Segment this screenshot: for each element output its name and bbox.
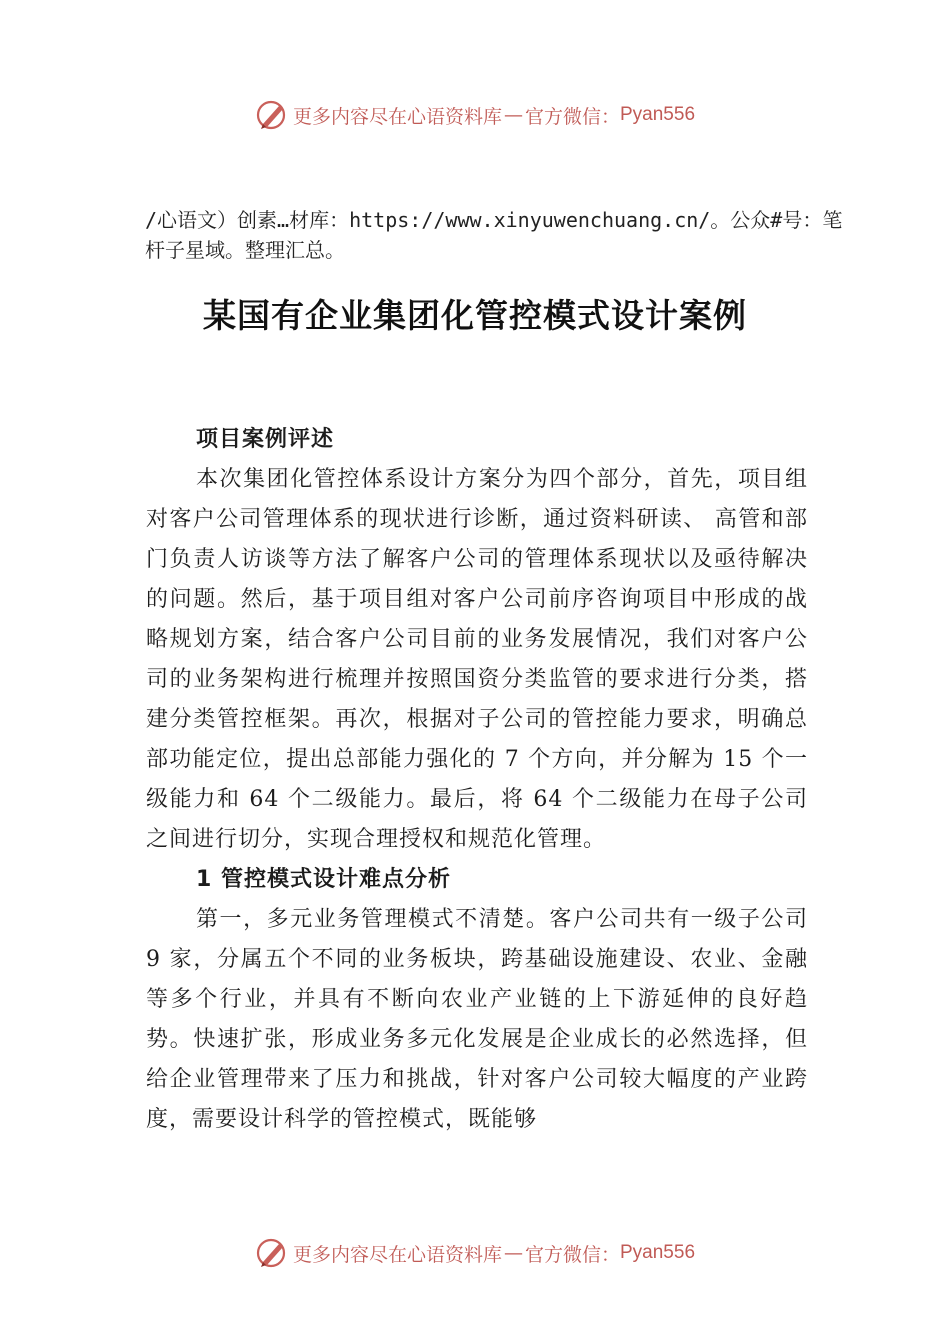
source-note: /心语文）创素…材库：https://www.xinyuwenchuang.cn/。公众#号：笔杆子星域。整理汇总。	[145, 208, 843, 262]
header-watermark-banner	[0, 95, 950, 135]
section-review-paragraph: 本次集团化管控体系设计方案分为四个部分，首先，项目组对客户公司管理体系的现状进行诊断，通过资料研读、 高管和部门负责人访谈等方法了解客户公司的管理体系现状以及亟待解决的问题。然后，基于项目组对客户公司前序咨询项目中形成的战略规划方案，结合客户公司目前的业务发展情况，我们对客户公司的业务架构进行梳理并按照国资分类监管的要求进行分类，搭建分类管控框架。再次，根据对子公司的管控能力要求，明确总部功能定位，提出总部能力强化的 7 个方向，并分解为 15 个一级能力和 64 个二级能力。最后，将 64 个二级能力在母子公司之间进行切分，实现合理授权和规范化管理。	[146, 467, 808, 852]
pen-logo-icon	[255, 98, 289, 132]
banner-wechat-id: Pyan556	[620, 104, 696, 125]
document-body	[146, 420, 808, 1140]
banner-dash: —	[503, 1242, 523, 1264]
banner-wechat-label: 官方微信：	[524, 105, 620, 128]
document-title: 某国有企业集团化管控模式设计案例	[203, 296, 747, 335]
pen-logo-icon	[255, 1236, 289, 1270]
banner-text: 更多内容尽在心语资料库	[292, 105, 502, 128]
footer-watermark-banner	[0, 1233, 950, 1273]
banner-wechat-label: 官方微信：	[524, 1243, 620, 1266]
banner-text: 更多内容尽在心语资料库	[292, 1243, 502, 1266]
banner-dash: —	[503, 104, 523, 126]
banner-wechat-id: Pyan556	[620, 1242, 696, 1263]
section-1-paragraph: 第一，多元业务管理模式不清楚。客户公司共有一级子公司 9 家，分属五个不同的业务板块，跨基础设施建设、农业、金融等多个行业，并具有不断向农业产业链的上下游延伸的良好趋势。快速扩张，形成业务多元化发展是企业成长的必然选择，但给企业管理带来了压力和挑战，针对客户公司较大幅度的产业跨度，需要设计科学的管控模式，既能够	[146, 907, 808, 1132]
section-1-heading: 1 管控模式设计难点分析	[196, 867, 451, 892]
section-review-heading: 项目案例评述	[196, 427, 335, 452]
